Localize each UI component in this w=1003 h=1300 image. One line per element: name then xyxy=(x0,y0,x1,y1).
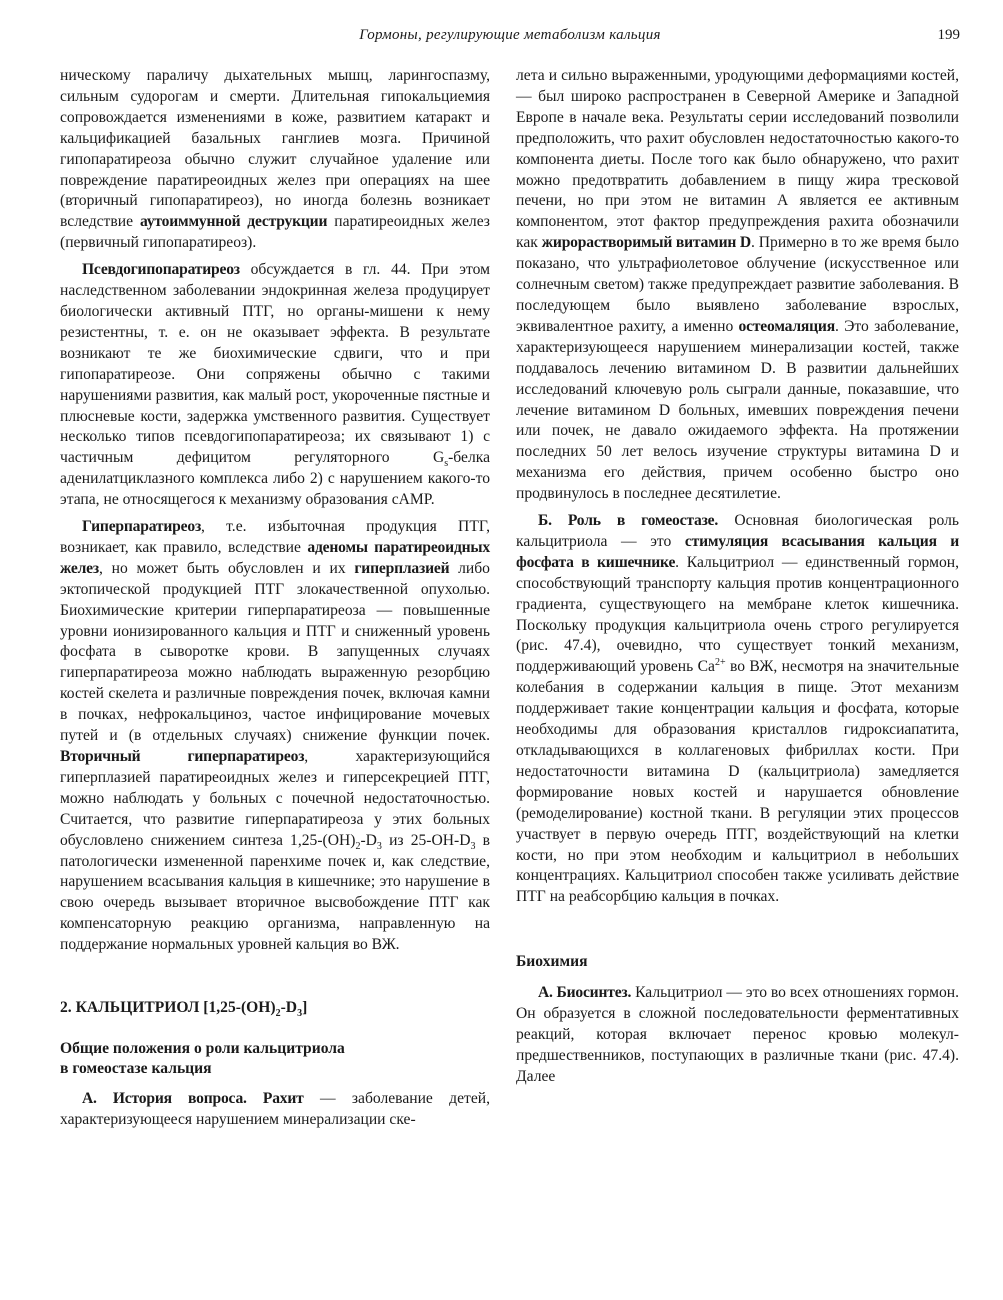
text: обсуждается в гл. 44. При этом наследственном заболевании эндокринная железа продуцирует биологически активный ПТГ, но органы-мишени к нему резистентны, т. е. он не оказывает эффекта. В результате возникают те же биохимические сдвиги, что и при гипопаратиреозе. Они сопряжены обычно с такими нарушениями развития, как малый рост, укороченные пястные и плюсневые кости, задержка умственного развития. Существует несколько типов псевдогипопаратиреоза; их связывают 1) с частичным дефицитом регуляторного G xyxy=(60,261,490,467)
bold-term: аутоиммунной деструкции xyxy=(140,213,328,231)
text: Основная биологическая роль кальцитриола — это xyxy=(516,512,959,550)
left-column xyxy=(60,66,490,1131)
superscript: 2+ xyxy=(714,657,726,669)
text: -белка аденилатциклазного комплекса либо 2) с нарушением какого-то этапа, не относящегося к механизму образования cAMP. xyxy=(60,449,490,509)
bold-term: жирорастворимый витамин D xyxy=(541,234,751,252)
subheading-line: Общие положения о роли кальцитриола xyxy=(60,1039,345,1057)
bold-term: Б. Роль в гомеостазе. xyxy=(538,512,719,530)
bold-term: остеомаляция xyxy=(738,317,835,335)
paragraph-hypoparathyroidism xyxy=(60,66,490,254)
paragraph-pseudohypoparathyroidism xyxy=(60,260,490,511)
subheading-general xyxy=(60,1039,490,1079)
subheading-line: в гомеостазе кальция xyxy=(60,1059,212,1077)
text: . Примерно в то же время было показано, что ультрафиолетовое облучение (искусственное или солнечным светом) также предупреждает развитие заболевания. В последующем было выявлено заболевание взрослых, эквивалентное рахиту, а именно xyxy=(516,234,959,335)
paragraph-hyperparathyroidism xyxy=(60,517,490,956)
bold-term: стимуляция всасывания кальция и фосфата в кишечнике xyxy=(516,532,959,571)
text: лета и сильно выраженными, уродующими деформациями костей,— был широко распространен в Северной Америке и Западной Европе в начале века. Результаты серии исследований позволили предположить, что рахит обусловлен недостаточностью какого-то компонента диеты. После того как было обнаружено, что рахит можно предотвратить добавлением в пищу жира тресковой печени, но при этом не витамин А является ее активным компонентом, этот фактор предупреждения рахита обозначили как xyxy=(516,67,959,252)
paragraph-rickets xyxy=(516,66,959,505)
text: . Кальцитриол — единственный гормон, способствующий транспорту кальция против концентрационного градиента, существующего на мембране клеток кишечника. Поскольку продукция кальцитриола очень строго регулируется (рис. 47.4), очевидно, что существует тонкий механизм, поддерживающий уровень Ca xyxy=(516,553,960,676)
subscript: 3 xyxy=(470,840,476,852)
text: -D xyxy=(360,831,377,849)
subscript: 2 xyxy=(355,840,361,852)
running-title: Гормоны, регулирующие метаболизм кальция xyxy=(359,27,661,43)
text: — заболевание детей, характеризующееся нарушением минерализации ске- xyxy=(60,1089,491,1128)
paragraph-history xyxy=(60,1089,490,1131)
section-heading-calcitriol xyxy=(60,998,490,1019)
subscript: 3 xyxy=(376,840,382,852)
right-column xyxy=(516,66,959,1088)
bold-term: аденомы паратиреоидных желез xyxy=(60,538,490,577)
text: ] xyxy=(302,999,308,1017)
text: , т.е. избыточная продукция ПТГ, возникает, как правило, вследствие xyxy=(60,518,490,556)
page-number: 199 xyxy=(937,27,960,43)
bold-term: Псевдогипопаратиреоз xyxy=(82,261,240,279)
subscript: 2 xyxy=(275,1008,281,1020)
page-header xyxy=(60,27,960,51)
text: из 25-OH-D xyxy=(381,831,471,849)
text: -D xyxy=(280,999,298,1017)
heading-biochemistry: Биохимия xyxy=(516,953,588,971)
text: , характеризующийся гиперплазией паратиреоидных желез и гиперсекрецией ПТГ, можно наблюдать у больных с почечной недостаточностью. Считается, что развитие гиперпаратиреоза у этих больных обусловлено снижением синтеза 1,25-(OH) xyxy=(60,748,490,849)
bold-term: А. Биосинтез. xyxy=(538,984,632,1002)
bold-term: Вторичный гиперпаратиреоз xyxy=(60,748,305,765)
text: ническому параличу дыхательных мышц, ларингоспазму, сильным судорогам и смерти. Длительная гипокальциемия сопровождается изменениями в коже, развитием катаракт и кальцификацией базальных ганглиев мозга. Причиной гипопаратиреоза обычно служит случайное удаление или повреждение паратиреоидных желез при операциях на шее (вторичный гипопаратиреоз), но иногда болезнь возникает вследствие xyxy=(60,67,490,231)
text: . Это заболевание, характеризующееся нарушением минерализации костей, также поддавалось лечению витамином D. В развитии дальнейших исследований ключевую роль сыграли данные, показавшие, что лечение витамином D больных, имевших повреждения печени или почек, не давало ожидаемого эффекта. На протяжении последних 50 лет велось изучение структуры витамина D и механизма его действия, причем особенно быстро оно продвинулось в последнее десятилетие. xyxy=(516,317,959,503)
text: , но может быть обусловлен и их xyxy=(98,559,346,577)
subscript: s xyxy=(444,458,449,470)
paragraph-biosynthesis xyxy=(516,983,959,1088)
text: во ВЖ, несмотря на значительные колебания в содержании кальция в пище. Этот механизм поддерживает такие концентрации кальция и фосфата, которые необходимы для образования кристаллов гидроксиапатита, откладывающихся в коллагеновых фибриллах кости. При недостаточности витамина D (кальцитриола) замедляется формирование новых костей и нарушается обновление (ремоделирование) костной ткани. В регуляции этих процессов участвует в первую очередь ПТГ, воздействующий на клетки кости, но при этом необходим и кальцитриол в небольших концентрациях. Кальцитриол способен также усиливать действие ПТГ на реабсорбцию кальция в почках. xyxy=(516,658,959,906)
text: Кальцитриол — это во всех отношениях гормон. Он образуется в сложной последовательности ферментативных реакций, которая включает перенос кровью молекул-предшественников, поступающих в различные ткани (рис. 47.4). Далее xyxy=(516,984,959,1085)
bold-term: гиперплазией xyxy=(354,559,450,577)
text: в патологически измененной паренхиме почек и, как следствие, нарушением всасывания кальция в кишечнике; это нарушение в свою очередь вызывает вторичное высвобождение ПТГ как компенсаторную реакцию организма, направленную на поддержание нормальных уровней кальция во ВЖ. xyxy=(60,831,490,954)
bold-term: Гиперпаратиреоз xyxy=(82,518,202,536)
text: 2. КАЛЬЦИТРИОЛ [1,25-(OH) xyxy=(60,999,276,1017)
paragraph-homeostasis-role xyxy=(516,511,959,908)
subscript: 3 xyxy=(297,1008,303,1020)
text: паратиреоидных желез (первичный гипопаратиреоз). xyxy=(60,213,490,252)
text: либо эктопической продукцией ПТГ злокачественной опухолью. Биохимические критерии гиперпаратиреоза — повышенные уровни ионизированного кальция и ПТГ и сниженный уровень фосфата в сыворотке крови. В запущенных случаях гиперпаратиреоза можно наблюдать выраженную резорбцию костей скелета и различные повреждения почек, включая камни в почках, нефрокальциноз, частое инфицирование мочевых путей и (в отдельных случаях) снижение функции почек. xyxy=(60,559,490,745)
bold-term: А. История вопроса. Рахит xyxy=(82,1089,304,1107)
